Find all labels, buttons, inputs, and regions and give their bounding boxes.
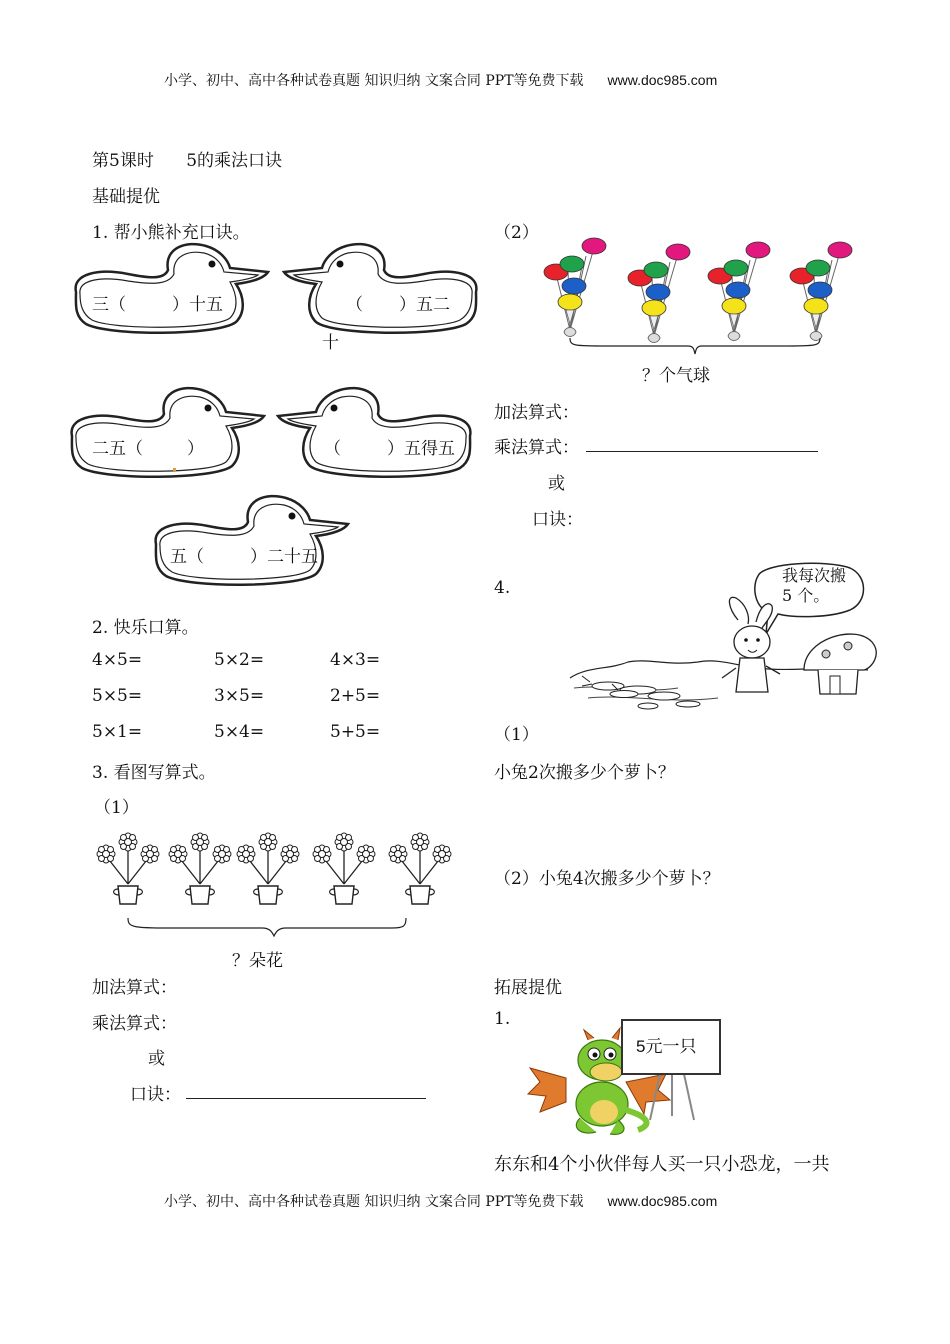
lesson-title: 第5课时 5的乘法口诀 <box>92 151 283 171</box>
q2-r1c2: 2+5= <box>330 686 381 706</box>
q2-r1c0: 5×5= <box>92 686 143 706</box>
q1-title: 1. 帮小熊补充口诀。 <box>92 223 250 243</box>
q3-title: 3. 看图写算式。 <box>92 763 216 783</box>
q3-p2-add-label: 加法算式： <box>494 403 579 423</box>
q4-p1-text: 小兔2次搬多少个萝卜？ <box>494 763 675 783</box>
ext-q1-label: 1. <box>494 1009 511 1029</box>
duck-2 <box>278 244 484 334</box>
q3-p1-rhyme-answer-line[interactable] <box>186 1098 426 1099</box>
price-sign: 5元一只 <box>636 1037 697 1056</box>
duck-5 <box>148 496 354 586</box>
q3-p2-rhyme-label: 口诀： <box>532 510 583 530</box>
rabbit-speech: 我每次搬 5 个。 <box>782 566 847 605</box>
q3-p1-label: （1） <box>94 798 139 818</box>
q3-p1-mul-label: 乘法算式： <box>92 1014 177 1034</box>
balloons-illustration <box>540 236 860 352</box>
q2-title: 2. 快乐口算。 <box>92 618 199 638</box>
q3-p2-caption: ？个气球 <box>642 366 710 386</box>
q3-p2-mul-answer-line[interactable] <box>586 451 818 452</box>
q2-r2c1: 5×4= <box>214 722 265 742</box>
page-header <box>164 70 717 90</box>
duck-3 <box>64 388 270 478</box>
q2-r0c1: 5×2= <box>214 650 265 670</box>
duck-2-text: （ ）五二 <box>346 295 450 315</box>
duck-1 <box>68 244 274 334</box>
q3-p2-mul-label: 乘法算式： <box>494 438 579 458</box>
page-footer <box>164 1191 717 1211</box>
q3-p1-caption: ？朵花 <box>232 951 283 971</box>
duck-5-text: 五（ ）二十五 <box>170 547 318 567</box>
q3-p1-or: 或 <box>148 1049 165 1069</box>
q3-p2-label: （2） <box>494 223 539 243</box>
header-title: 小学、初中、高中各种试卷真题 知识归纳 文案合同 PPT等免费下载 <box>164 73 584 89</box>
q4-p2-text: （2）小兔4次搬多少个萝卜？ <box>494 869 720 889</box>
section-basic: 基础提优 <box>92 187 160 207</box>
q3-p2-or: 或 <box>548 474 565 494</box>
q2-r0c2: 4×3= <box>330 650 381 670</box>
balloons-brace <box>568 336 822 358</box>
q2-r0c0: 4×5= <box>92 650 143 670</box>
footer-title: 小学、初中、高中各种试卷真题 知识归纳 文案合同 PPT等免费下载 <box>164 1194 584 1210</box>
duck-4-text: （ ）五得五 <box>324 439 455 459</box>
stray-char: 十 <box>322 333 339 353</box>
ext-q1-text: 东东和4个小伙伴每人买一只小恐龙，一共 <box>494 1154 830 1175</box>
q3-p1-rhyme-label: 口诀： <box>130 1085 181 1105</box>
header-url[interactable]: www.doc985.com <box>607 72 718 88</box>
q4-p1-label: （1） <box>494 725 539 745</box>
q3-p1-add-label: 加法算式： <box>92 978 177 998</box>
duck-3-text: 二五（ ） <box>92 434 204 459</box>
flowerpots-illustration <box>92 840 452 940</box>
q4-label: 4. <box>494 578 511 598</box>
q2-r2c0: 5×1= <box>92 722 143 742</box>
duck-4 <box>272 388 478 478</box>
q2-r1c1: 3×5= <box>214 686 265 706</box>
footer-url[interactable]: www.doc985.com <box>607 1193 718 1209</box>
q2-r2c2: 5+5= <box>330 722 381 742</box>
section-ext: 拓展提优 <box>494 978 562 998</box>
duck-1-text: 三（ ）十五 <box>92 295 223 315</box>
